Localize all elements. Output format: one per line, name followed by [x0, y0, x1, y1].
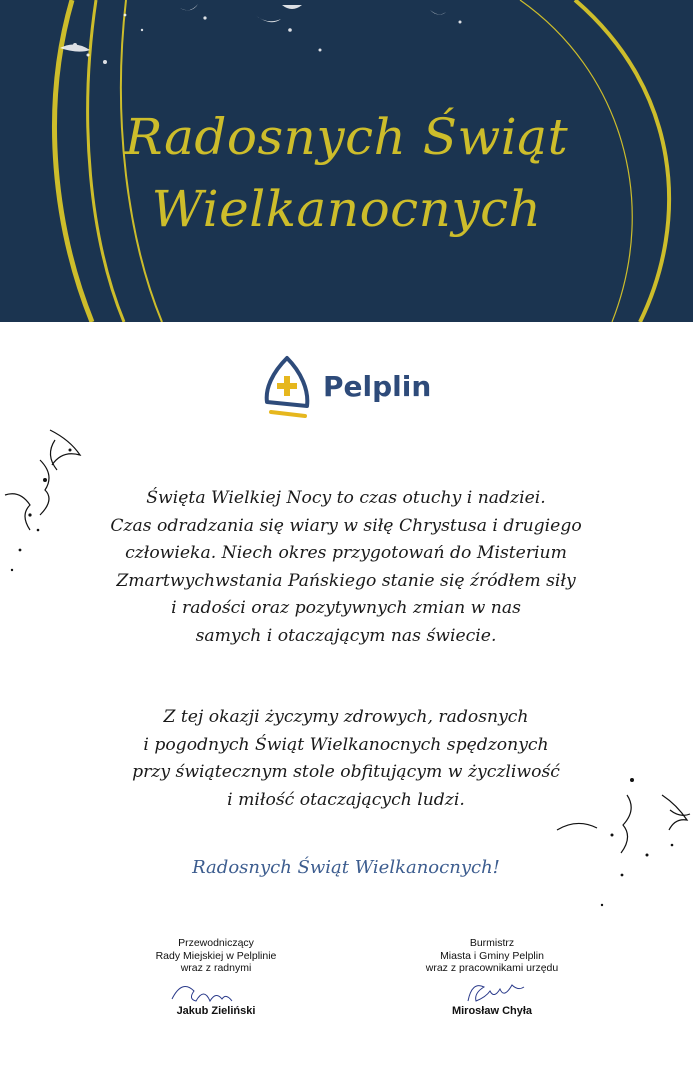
paragraph-line: Święta Wielkiej Nocy to czas otuchy i nadziei.: [146, 488, 546, 508]
greeting-paragraph-2: [96, 704, 596, 814]
paragraph-line: Zmartwychwstania Pańskiego stanie się źródłem siły: [116, 570, 576, 591]
paragraph-line: Czas odradzania się wiary w siłę Chrystusa i drugiego: [110, 515, 582, 536]
greeting-paragraph-1: [96, 485, 596, 650]
paragraph-line: i radości oraz pozytywnych zmian w nas: [171, 598, 521, 618]
signatory-name: Mirosław Chyła: [451, 1004, 533, 1017]
signature-block-left: [96, 937, 336, 1017]
title-line-1: Radosnych Świąt: [124, 108, 569, 166]
role-line: Rady Miejskiej w Pelplinie: [155, 949, 277, 962]
signature-block-right: [372, 937, 612, 1017]
header-banner: [0, 0, 693, 322]
paragraph-line: i pogodnych Świąt Wielkanocnych spędzonych: [143, 734, 549, 755]
role-line: Miasta i Gminy Pelplin: [440, 949, 544, 962]
role-line: wraz z radnymi: [180, 962, 252, 974]
paragraph-line: przy świątecznym stole obfitującym w życzliwość: [132, 762, 560, 782]
logo-text: Pelplin: [323, 370, 432, 403]
role-line: Przewodniczący: [178, 937, 254, 949]
role-line: wraz z pracownikami urzędu: [425, 962, 559, 974]
signatory-name: Jakub Zieliński: [176, 1004, 256, 1017]
handwritten-signature-icon: [166, 977, 236, 1007]
white-splatter-icon: [60, 4, 462, 64]
paragraph-line: i miłość otaczających ludzi.: [227, 789, 465, 810]
paragraph-line: człowieka. Niech okres przygotowań do Misterium: [125, 543, 567, 563]
mitre-cross-icon: [263, 354, 315, 426]
black-splatter-left-icon: [0, 420, 95, 580]
handwritten-signature-icon: [460, 977, 540, 1007]
title-line-2: Wielkanocnych: [151, 180, 542, 238]
role-line: Burmistrz: [469, 937, 515, 949]
paragraph-line: samych i otaczającym nas świecie.: [195, 625, 497, 646]
paragraph-line: Z tej okazji życzymy zdrowych, radosnych: [163, 707, 529, 727]
closing-wish: Radosnych Świąt Wielkanocnych!: [192, 857, 500, 878]
pelplin-logo: [263, 354, 443, 426]
